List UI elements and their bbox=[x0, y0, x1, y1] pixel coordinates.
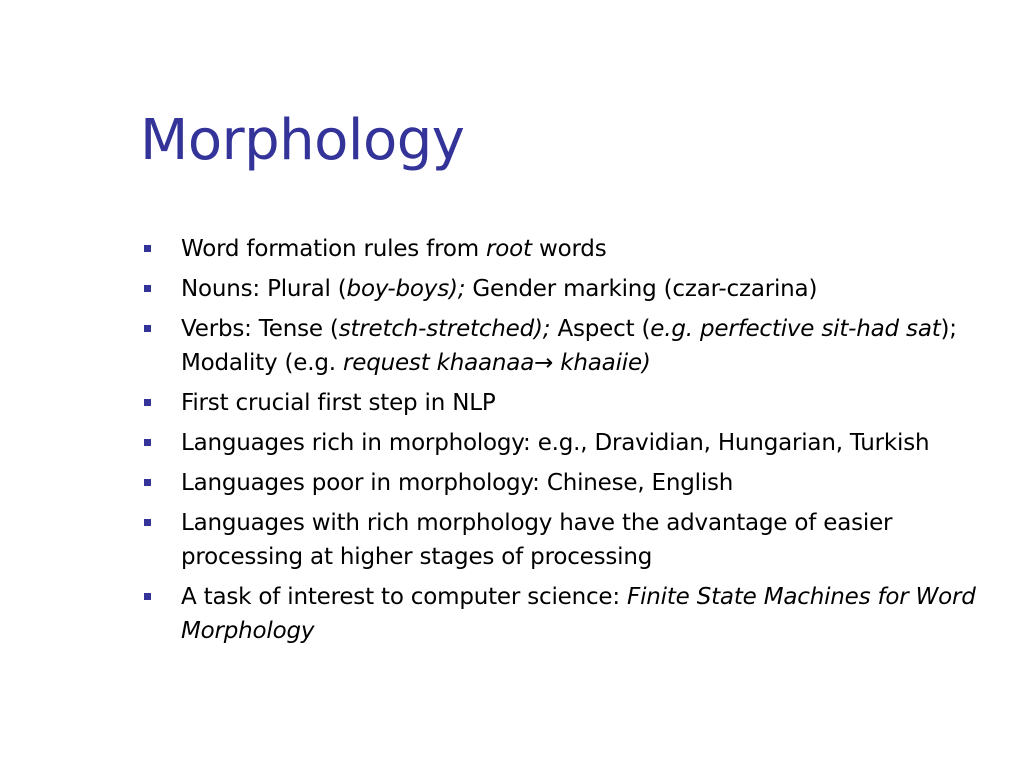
slide-title: Morphology bbox=[140, 108, 465, 173]
bullet-text: First crucial first step in NLP bbox=[181, 390, 496, 416]
bullet-item bbox=[140, 580, 1010, 648]
bullet-text-italic: Finite State Machines for Word Morphology bbox=[181, 584, 976, 644]
square-bullet-icon bbox=[144, 399, 151, 406]
bullet-text: words bbox=[531, 236, 607, 262]
bullet-text-italic: root bbox=[486, 236, 532, 262]
square-bullet-icon bbox=[144, 519, 151, 526]
bullet-text: Nouns: Plural ( bbox=[181, 276, 347, 302]
square-bullet-icon bbox=[144, 439, 151, 446]
square-bullet-icon bbox=[144, 325, 151, 332]
bullet-text: Languages with rich morphology have the advantage of easier processing at higher stages of processing bbox=[181, 510, 893, 570]
bullet-item bbox=[140, 386, 1010, 420]
bullet-text: Languages rich in morphology: e.g., Dravidian, Hungarian, Turkish bbox=[181, 430, 930, 456]
bullet-text: Aspect ( bbox=[550, 316, 651, 342]
bullet-text: Languages poor in morphology: Chinese, English bbox=[181, 470, 734, 496]
bullet-item bbox=[140, 426, 1010, 460]
bullet-text-italic: stretch-stretched); bbox=[338, 316, 551, 342]
bullet-item bbox=[140, 272, 1010, 306]
square-bullet-icon bbox=[144, 479, 151, 486]
square-bullet-icon bbox=[144, 593, 151, 600]
square-bullet-icon bbox=[144, 245, 151, 252]
bullet-list bbox=[140, 232, 1010, 654]
bullet-text: Verbs: Tense ( bbox=[181, 316, 339, 342]
bullet-text: Gender marking (czar-czarina) bbox=[465, 276, 818, 302]
bullet-item bbox=[140, 466, 1010, 500]
bullet-text-italic: boy-boys); bbox=[346, 276, 466, 302]
bullet-text-italic: request khaanaa→ khaaiie) bbox=[343, 350, 651, 376]
bullet-text-italic: e.g. perfective sit-had sat bbox=[650, 316, 941, 342]
bullet-item bbox=[140, 232, 1010, 266]
bullet-text: Word formation rules from bbox=[181, 236, 487, 262]
bullet-text: ); Modality (e.g. bbox=[181, 316, 957, 376]
bullet-item bbox=[140, 506, 1010, 574]
square-bullet-icon bbox=[144, 285, 151, 292]
bullet-item bbox=[140, 312, 1010, 380]
bullet-text: A task of interest to computer science: bbox=[181, 584, 628, 610]
